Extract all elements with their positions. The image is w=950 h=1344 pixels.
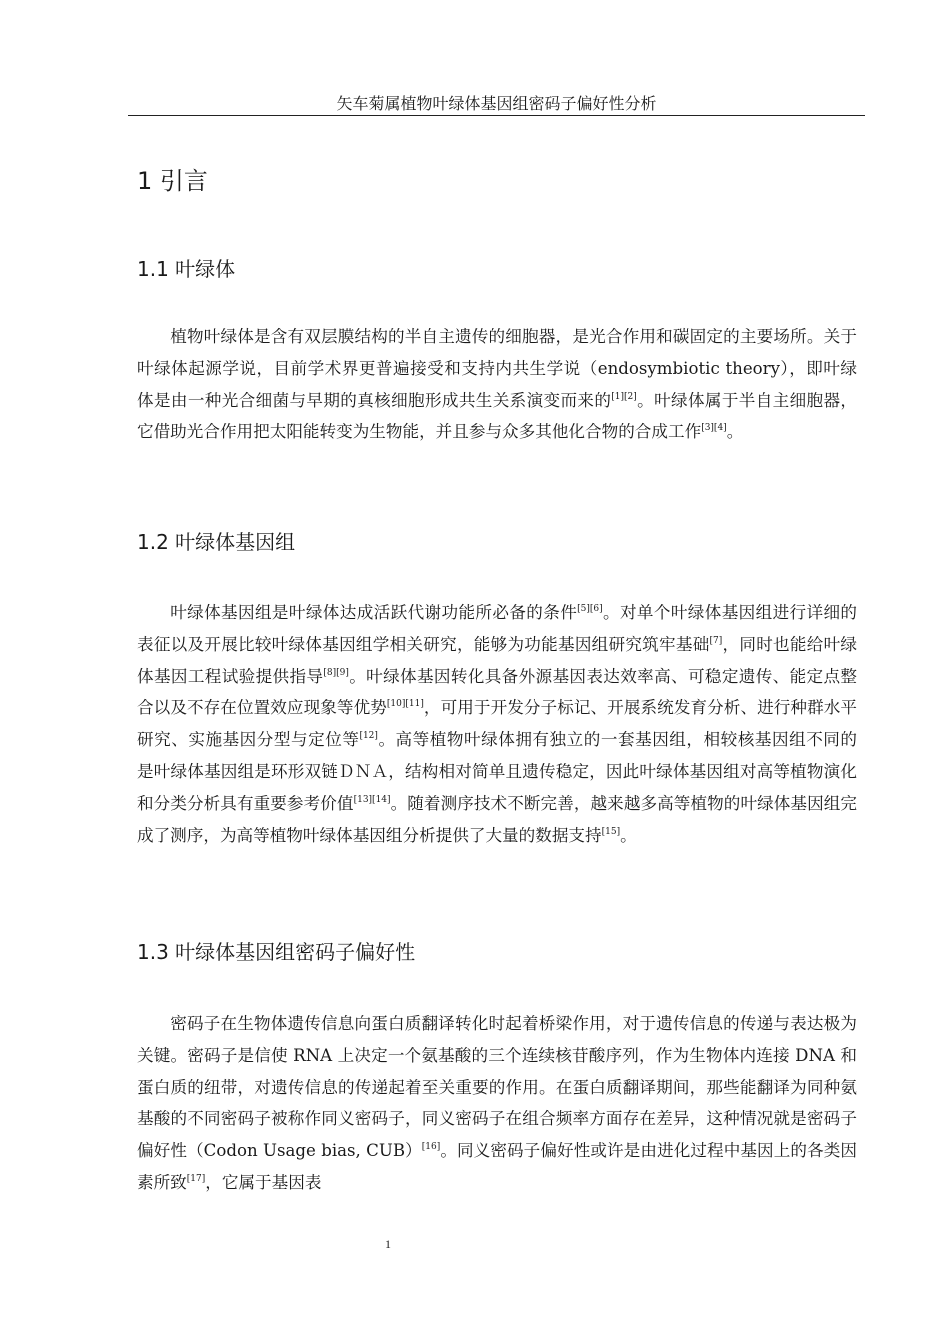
citation: [13][14] [353,794,391,805]
page-number: 1 [385,1237,391,1251]
citation: [5][6] [577,604,603,614]
citation: [1][2] [611,391,637,402]
text: 。同义密码子偏好性或许是由进化过程中基因上的各类因素所致 [137,1141,857,1192]
text: 。随着测序技术不断完善，越来越多高等植物的叶绿体基因组完成了测序，为高等植物叶绿体基因组分析提供了大量的数据支持 [137,793,858,845]
citation: [3][4] [701,423,727,434]
paragraph-codon-bias [137,1008,857,1199]
citation: [17] [186,1173,206,1184]
text: 。 [726,422,744,442]
text: 叶绿体基因组是叶绿体达成活跃代谢功能所必备的条件 [170,603,578,622]
citation: [8][9] [323,667,349,678]
header-rule [128,115,865,116]
paragraph-chloroplast [137,321,857,448]
text: 。高等植物叶绿体拥有独立的一套基因组，相较核基因组不同的 是叶绿体基因组是环形双链ＤＮＡ，结构相对简单且遗传稳定，因此叶绿体基因组对高等植物演化和分类分析具有重要参考价值 [137,730,858,813]
citation: [16] [421,1142,441,1153]
text: 。叶绿体属于半自主细胞器，它借助光合作用把太阳能转变为生物能，并且参与众多其他化合物的合成工作 [137,390,858,442]
section-heading-1-3: 1.3 叶绿体基因组密码子偏好性 [137,940,416,964]
text: ，它属于基因表 [205,1172,322,1192]
citation: [7] [709,635,723,646]
section-heading-1-1: 1.1 叶绿体 [137,257,236,281]
section-heading-1: 1 引言 [137,167,208,195]
paragraph-chloroplast-genome [137,597,857,851]
text: 密码子在生物体遗传信息向蛋白质翻译转化时起着桥梁作用，对于遗传信息的传递与表达极为关键。密码子是信使 RNA 上决定一个氨基酸的三个连续核苷酸序列，作为生物体内连接 DNA 和蛋白质的纽带，对遗传信息的传递起着至关重要的作用。在蛋白质翻译期间，那些能翻译为同种氨基酸的不同密码子被称作同义密码子，同义密码子在组合频率方面存在差异，这种情况就是密码子偏好性（Codon Usage bias, CUB） [137,1014,857,1161]
citation: [12] [359,731,378,742]
citation: [10][11] [386,699,424,710]
running-header: 矢车菊属植物叶绿体基因组密码子偏好性分析 [336,94,657,113]
citation: [15] [601,826,621,837]
text: 。对单个叶绿体基因组进行详细的表征以及开展比较叶绿体基因组学相关研究，能够为功能基因组研究筑牢基础 [137,603,858,654]
text: 。 [620,825,637,845]
text: 。叶绿体基因转化具备外源基因表达效率高、可稳定遗传、能定点整合以及不存在位置效应现象等优势 [137,666,858,718]
text: ，同时也能给叶绿体基因工程试验提供指导 [137,634,858,686]
section-heading-1-2: 1.2 叶绿体基因组 [137,530,296,554]
text: ，可用于开发分子标记、开展系统发育分析、进行种群水平研究、实施基因分型与定位等 [137,698,858,750]
text: 植物叶绿体是含有双层膜结构的半自主遗传的细胞器，是光合作用和碳固定的主要场所。关于叶绿体起源学说，目前学术界更普遍接受和支持内共生学说（endosymbiotic theory），即叶绿体是由一种光合细菌与早期的真核细胞形成共生关系演变而来的 [137,327,857,410]
